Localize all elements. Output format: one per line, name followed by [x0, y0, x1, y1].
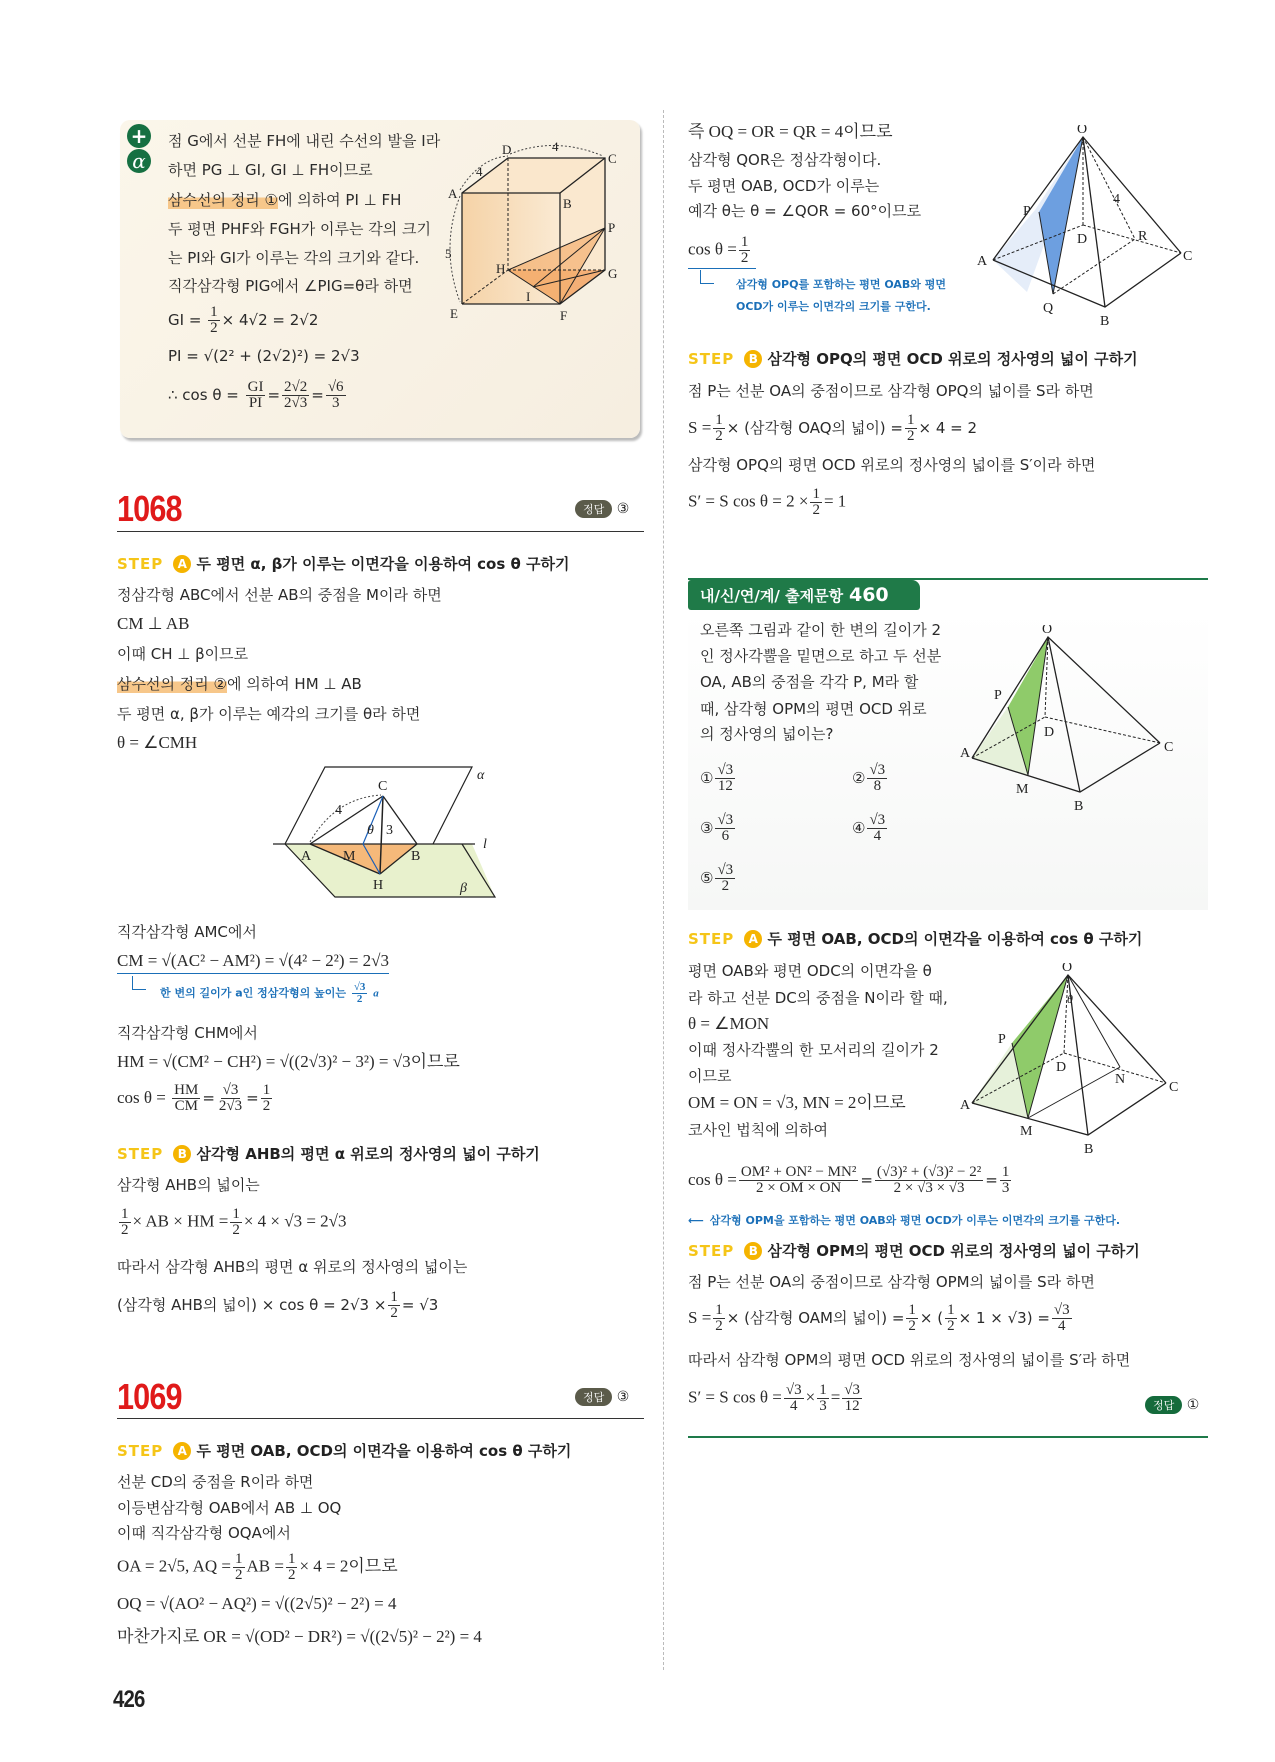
text-line: θ = ∠MON	[688, 1014, 770, 1033]
text-line: 두 평면 OAB, OCD가 이루는	[688, 177, 880, 195]
divider	[117, 531, 644, 532]
svg-text:C: C	[1183, 249, 1193, 264]
plus-alpha-icon	[125, 123, 153, 175]
equation-line: OM = ON = √3, MN = 2이므로	[688, 1093, 906, 1112]
svg-text:4: 4	[476, 164, 483, 179]
svg-text:l: l	[483, 837, 487, 852]
svg-text:3: 3	[386, 823, 393, 838]
tip-equation: ∴ cos θ = $\frac{GI}{PI}$ = $\frac{2√2}{2√3}$ = $\frac{√6}{3}$	[168, 379, 344, 411]
tip-equation: GI = $\frac{1}{2}$ × 4√2 = 2√2	[168, 304, 319, 336]
equation-line: (삼각형 AHB의 넓이) × cos θ = 2√3 × $\frac{1}{2}$ = √3	[117, 1289, 439, 1321]
choice-5[interactable]: ⑤ $\frac{√3}{2}$	[700, 862, 734, 894]
equation-line: OQ = √(AO² − AQ²) = √((2√5)² − 2²) = 4	[117, 1594, 397, 1613]
svg-text:θ: θ	[1067, 992, 1073, 1006]
column-divider	[663, 110, 664, 1670]
equation-line: cos θ = $\frac{\text{OM² + ON² − MN²}}{2 \times OM \times ON}$ = $\frac{\text{(√3)² + (√3)² − 2²}}{2 \times √3 \times √3}$ = $\frac{1}{3}$	[688, 1164, 1010, 1196]
pyramid-diagram-blue	[975, 125, 1200, 330]
page-number: 426	[113, 1686, 145, 1713]
theorem-highlight: 삼수선의 정리 ①	[168, 191, 278, 209]
tip-line: 두 평면 PHF와 FGH가 이루는 각의 크기	[168, 220, 431, 238]
svg-text:M: M	[1020, 1124, 1033, 1139]
choice-3[interactable]: ③ $\frac{√3}{6}$	[700, 812, 734, 844]
equation-line: S′ = S cos θ = 2 × $\frac{1}{2}$ = 1	[688, 486, 847, 518]
svg-text:B: B	[563, 196, 572, 211]
note: 한 변의 길이가 a인 정삼각형의 높이는 $\frac{√3}{2}$ a	[160, 981, 379, 1005]
text-line: 이때 CH ⊥ β이므로	[117, 645, 249, 663]
problem-number: 1069	[117, 1376, 182, 1417]
text-line: 코사인 법칙에 의하여	[688, 1121, 828, 1139]
question-line: 오른쪽 그림과 같이 한 변의 길이가 2	[700, 621, 942, 639]
text-line: 삼각형 QOR은 정삼각형이다.	[688, 151, 882, 169]
tip-line: 점 G에서 선분 FH에 내린 수선의 발을 I라	[168, 132, 441, 150]
text-line: 두 평면 α, β가 이루는 예각의 크기를 θ라 하면	[117, 705, 421, 723]
green-divider	[688, 1436, 1208, 1438]
svg-text:E: E	[450, 306, 458, 321]
svg-text:A: A	[960, 1098, 971, 1113]
choice-1[interactable]: ① $\frac{√3}{12}$	[700, 762, 734, 794]
problem-number: 1068	[117, 488, 182, 529]
svg-text:β: β	[460, 881, 467, 896]
text-line: 이므로	[688, 1067, 732, 1085]
equation-line: HM = √(CM² − CH²) = √((2√3)² − 3²) = √3이므로	[117, 1052, 460, 1071]
step-a-header: STEP A 두 평면 OAB, OCD의 이면각을 이용하여 cos θ 구하기	[117, 1442, 572, 1460]
arrow-icon	[132, 976, 146, 990]
svg-text:F: F	[560, 308, 568, 323]
svg-text:4: 4	[335, 803, 342, 818]
svg-text:H: H	[496, 261, 506, 276]
divider	[117, 1418, 644, 1419]
svg-text:D: D	[1044, 725, 1055, 740]
svg-text:O: O	[1077, 125, 1088, 137]
svg-text:α: α	[477, 768, 485, 783]
text-line: 이때 직각삼각형 OQA에서	[117, 1524, 291, 1542]
text-line: 직각삼각형 CHM에서	[117, 1024, 258, 1042]
question-line: 때, 삼각형 OPM의 평면 OCD 위로	[700, 700, 927, 718]
svg-text:4: 4	[1113, 192, 1120, 207]
step-b-header: STEP B 삼각형 OPQ의 평면 OCD 위로의 정사영의 넓이 구하기	[688, 350, 1138, 368]
svg-text:+: +	[130, 124, 148, 148]
answer-460: 정답 ①	[1145, 1396, 1199, 1414]
text-line: 삼각형 OPQ의 평면 OCD 위로의 정사영의 넓이를 S′이라 하면	[688, 456, 1096, 474]
svg-text:A: A	[960, 746, 971, 761]
tip-line: 는 PI와 GI가 이루는 각의 크기와 같다.	[168, 249, 420, 267]
svg-text:I: I	[526, 289, 531, 304]
svg-text:M: M	[343, 849, 356, 864]
choice-4[interactable]: ④ $\frac{√3}{4}$	[852, 812, 886, 844]
tip-line: 하면 PG ⊥ GI, GI ⊥ FH이므로	[168, 161, 373, 179]
svg-text:C: C	[1169, 1080, 1179, 1095]
text-line: 이때 정사각뿔의 한 모서리의 길이가 2	[688, 1041, 939, 1059]
svg-text:P: P	[998, 1032, 1006, 1047]
text-line: CM ⊥ AB	[117, 614, 190, 633]
equation-line: 즉 OQ = OR = QR = 4이므로	[688, 122, 893, 141]
tip-line: 직각삼각형 PIG에서 ∠PIG=θ라 하면	[168, 277, 413, 295]
svg-text:4: 4	[552, 139, 559, 154]
note: ⟵ 삼각형 OPM을 포함하는 평면 OAB와 평면 OCD가 이루는 이면각의 크기를 구한다.	[688, 1214, 1121, 1227]
svg-text:C: C	[608, 151, 617, 166]
linked-problem-badge: 내/신/연/계/ 출제문항 460	[688, 580, 920, 610]
pyramid-diagram-green-2	[960, 963, 1200, 1158]
text-line: 직각삼각형 AMC에서	[117, 923, 257, 941]
svg-text:C: C	[378, 779, 388, 794]
question-line: 인 정사각뿔을 밑면으로 하고 두 선분	[700, 647, 942, 665]
svg-text:B: B	[1084, 1142, 1094, 1157]
answer-1069: 정답 ③	[575, 1388, 629, 1406]
svg-text:D: D	[502, 142, 512, 157]
answer-badge: 정답	[575, 500, 612, 518]
text-line: 삼각형 AHB의 넓이는	[117, 1176, 260, 1194]
svg-text:O: O	[1062, 963, 1073, 975]
equation-line: S = $\frac{1}{2}$ × (삼각형 OAQ의 넓이) = $\frac{1}{2}$ × 4 = 2	[688, 412, 978, 444]
text-line: 따라서 삼각형 OPM의 평면 OCD 위로의 정사영의 넓이를 S′라 하면	[688, 1351, 1131, 1369]
svg-text:M: M	[1016, 782, 1029, 797]
tip-equation: PI = √(2² + (2√2)²) = 2√3	[168, 347, 360, 365]
equation-line: OA = 2√5, AQ = $\frac{1}{2}$ AB = $\frac{1}{2}$ × 4 = 2이므로	[117, 1551, 398, 1583]
note: OCD가 이루는 이면각의 크기를 구한다.	[736, 300, 931, 313]
step-b-header: STEP B 삼각형 AHB의 평면 α 위로의 정사영의 넓이 구하기	[117, 1145, 540, 1163]
equation-line: $\frac{1}{2}$ × AB × HM = $\frac{1}{2}$ × 4 × √3 = 2√3	[121, 1206, 347, 1238]
text-line: 선분 CD의 중점을 R이라 하면	[117, 1473, 314, 1491]
text-line: 이등변삼각형 OAB에서 AB ⊥ OQ	[117, 1499, 342, 1517]
svg-text:C: C	[1164, 740, 1174, 755]
arrow-icon	[700, 270, 714, 284]
svg-text:N: N	[1115, 1072, 1126, 1087]
svg-text:P: P	[608, 220, 616, 235]
equation-line: S′ = S cos θ = $\frac{√3}{4}$ × $\frac{1}{3}$ = $\frac{√3}{12}$	[688, 1382, 861, 1414]
text-line: 정삼각형 ABC에서 선분 AB의 중점을 M이라 하면	[117, 586, 442, 604]
svg-text:R: R	[1138, 229, 1148, 244]
answer-1068: 정답 ③	[575, 500, 629, 518]
equation-line: cos θ = $\frac{HM}{CM}$ = $\frac{√3}{2√3}$ = $\frac{1}{2}$	[117, 1082, 271, 1114]
text-line: 점 P는 선분 OA의 중점이므로 삼각형 OPM의 넓이를 S라 하면	[688, 1273, 1095, 1291]
text-line: 예각 θ는 θ = ∠QOR = 60°이므로	[688, 202, 922, 220]
text-line: 평면 OAB와 평면 ODC의 이면각을 θ	[688, 962, 932, 980]
tip-line: 삼수선의 정리 ①에 의하여 PI ⊥ FH	[168, 191, 402, 209]
text-line: θ = ∠CMH	[117, 733, 198, 752]
svg-text:B: B	[411, 849, 421, 864]
planes-diagram	[265, 762, 505, 912]
svg-text:θ: θ	[367, 823, 374, 838]
text-line: 라 하고 선분 DC의 중점을 N이라 할 때,	[688, 989, 948, 1007]
equation-line: CM = √(AC² − AM²) = √(4² − 2²) = 2√3	[117, 951, 389, 974]
svg-text:α: α	[132, 149, 146, 173]
svg-text:H: H	[373, 878, 384, 893]
question-line: OA, AB의 중점을 각각 P, M라 할	[700, 673, 919, 691]
svg-text:P: P	[994, 688, 1002, 703]
svg-text:O: O	[1042, 625, 1053, 637]
step-a-header: STEP A 두 평면 α, β가 이루는 이면각을 이용하여 cos θ 구하기	[117, 555, 570, 573]
svg-text:G: G	[608, 266, 618, 281]
svg-text:A: A	[301, 849, 312, 864]
svg-text:P: P	[1023, 204, 1031, 219]
pyramid-diagram-green	[960, 625, 1200, 820]
svg-text:D: D	[1077, 232, 1088, 247]
svg-text:A: A	[448, 186, 458, 201]
equation-line: S = $\frac{1}{2}$ × (삼각형 OAM의 넓이) = $\frac{1}{2}$ × ( $\frac{1}{2}$ × 1 × √3) = $\frac{√3}{4}$	[688, 1302, 1070, 1334]
svg-text:Q: Q	[1043, 301, 1054, 316]
choice-2[interactable]: ② $\frac{√3}{8}$	[852, 762, 886, 794]
text-line: 삼수선의 정리 ②에 의하여 HM ⊥ AB	[117, 675, 362, 693]
step-b-header: STEP B 삼각형 OPM의 평면 OCD 위로의 정사영의 넓이 구하기	[688, 1242, 1140, 1260]
svg-text:A: A	[977, 254, 988, 269]
question-line: 의 정사영의 넓이는?	[700, 725, 834, 743]
text-line: 점 P는 선분 OA의 중점이므로 삼각형 OPQ의 넓이를 S라 하면	[688, 382, 1094, 400]
note: 삼각형 OPQ를 포함하는 평면 OAB와 평면	[736, 278, 947, 291]
svg-text:D: D	[1056, 1060, 1067, 1075]
svg-text:5: 5	[445, 246, 452, 261]
cube-diagram	[440, 128, 630, 328]
step-a-header: STEP A 두 평면 OAB, OCD의 이면각을 이용하여 cos θ 구하기	[688, 930, 1143, 948]
text-line: 따라서 삼각형 AHB의 평면 α 위로의 정사영의 넓이는	[117, 1258, 468, 1276]
equation-line: 마찬가지로 OR = √(OD² − DR²) = √((2√5)² − 2²) = 4	[117, 1627, 482, 1646]
svg-text:B: B	[1100, 314, 1110, 329]
svg-text:B: B	[1074, 799, 1084, 814]
equation-line: cos θ = $\frac{1}{2}$	[688, 235, 756, 269]
